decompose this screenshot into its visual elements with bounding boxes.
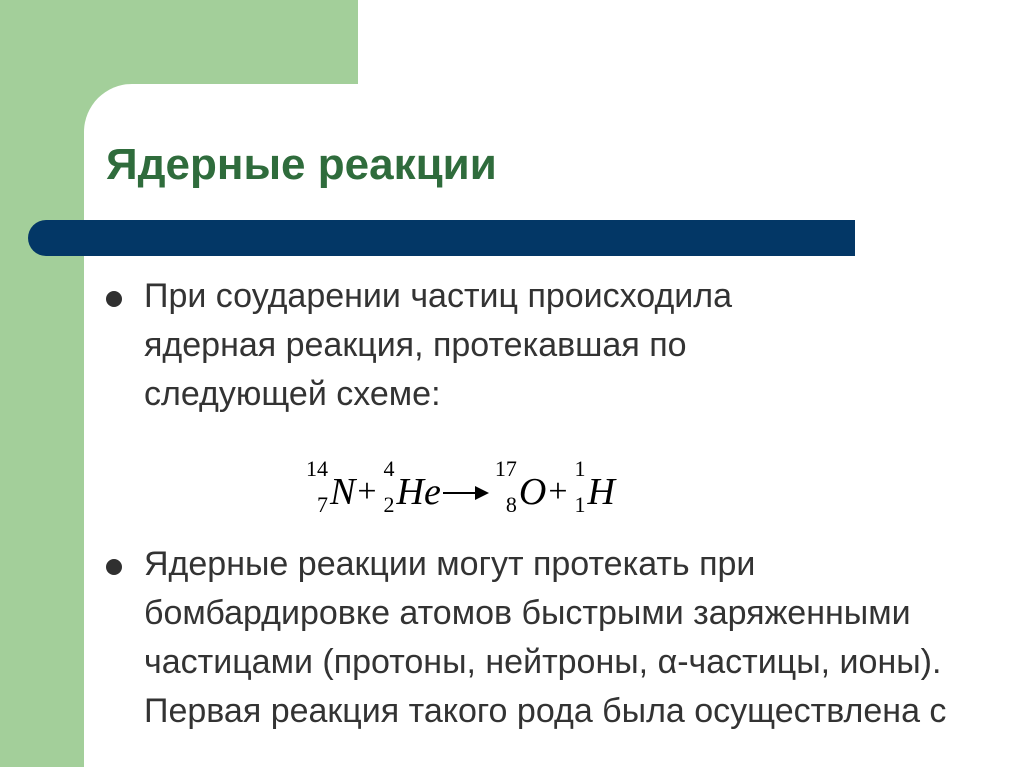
element-symbol: H — [587, 471, 615, 513]
nuclide-oxygen — [494, 456, 547, 526]
bullet-dot — [106, 559, 122, 575]
atomic-number: 2 — [383, 492, 395, 517]
mass-number: 14 — [306, 456, 328, 481]
nuclear-equation — [296, 458, 716, 526]
atomic-number: 8 — [505, 492, 517, 517]
atomic-number: 1 — [574, 492, 586, 517]
plus-sign: + — [548, 473, 568, 510]
element-symbol: N — [330, 471, 356, 513]
element-symbol: O — [518, 471, 547, 513]
nuclide-hydrogen — [574, 456, 615, 526]
plus-sign: + — [357, 473, 377, 510]
atomic-number: 7 — [317, 492, 328, 517]
nuclide-nitrogen — [306, 456, 356, 526]
mass-number: 1 — [574, 456, 586, 481]
nuclide-helium — [383, 456, 441, 526]
title-underline-bar — [28, 220, 855, 256]
slide-title: Ядерные реакции — [106, 140, 497, 189]
bullet-text-2: Ядерные реакции могут протекать при бомбардировке атомов быстрыми заряженными частицами (протоны, нейтроны, α-частицы, ионы). Первая реакция такого рода была осуществлена с — [144, 545, 947, 730]
mass-number: 4 — [383, 456, 395, 481]
reaction-arrow-icon — [441, 484, 491, 502]
mass-number: 17 — [494, 456, 517, 481]
bullet-text-1: При соударении частиц происходила ядерная реакция, протекавшая по следующей схеме: — [144, 277, 733, 413]
bullet-dot — [106, 291, 122, 307]
element-symbol: He — [396, 471, 441, 513]
